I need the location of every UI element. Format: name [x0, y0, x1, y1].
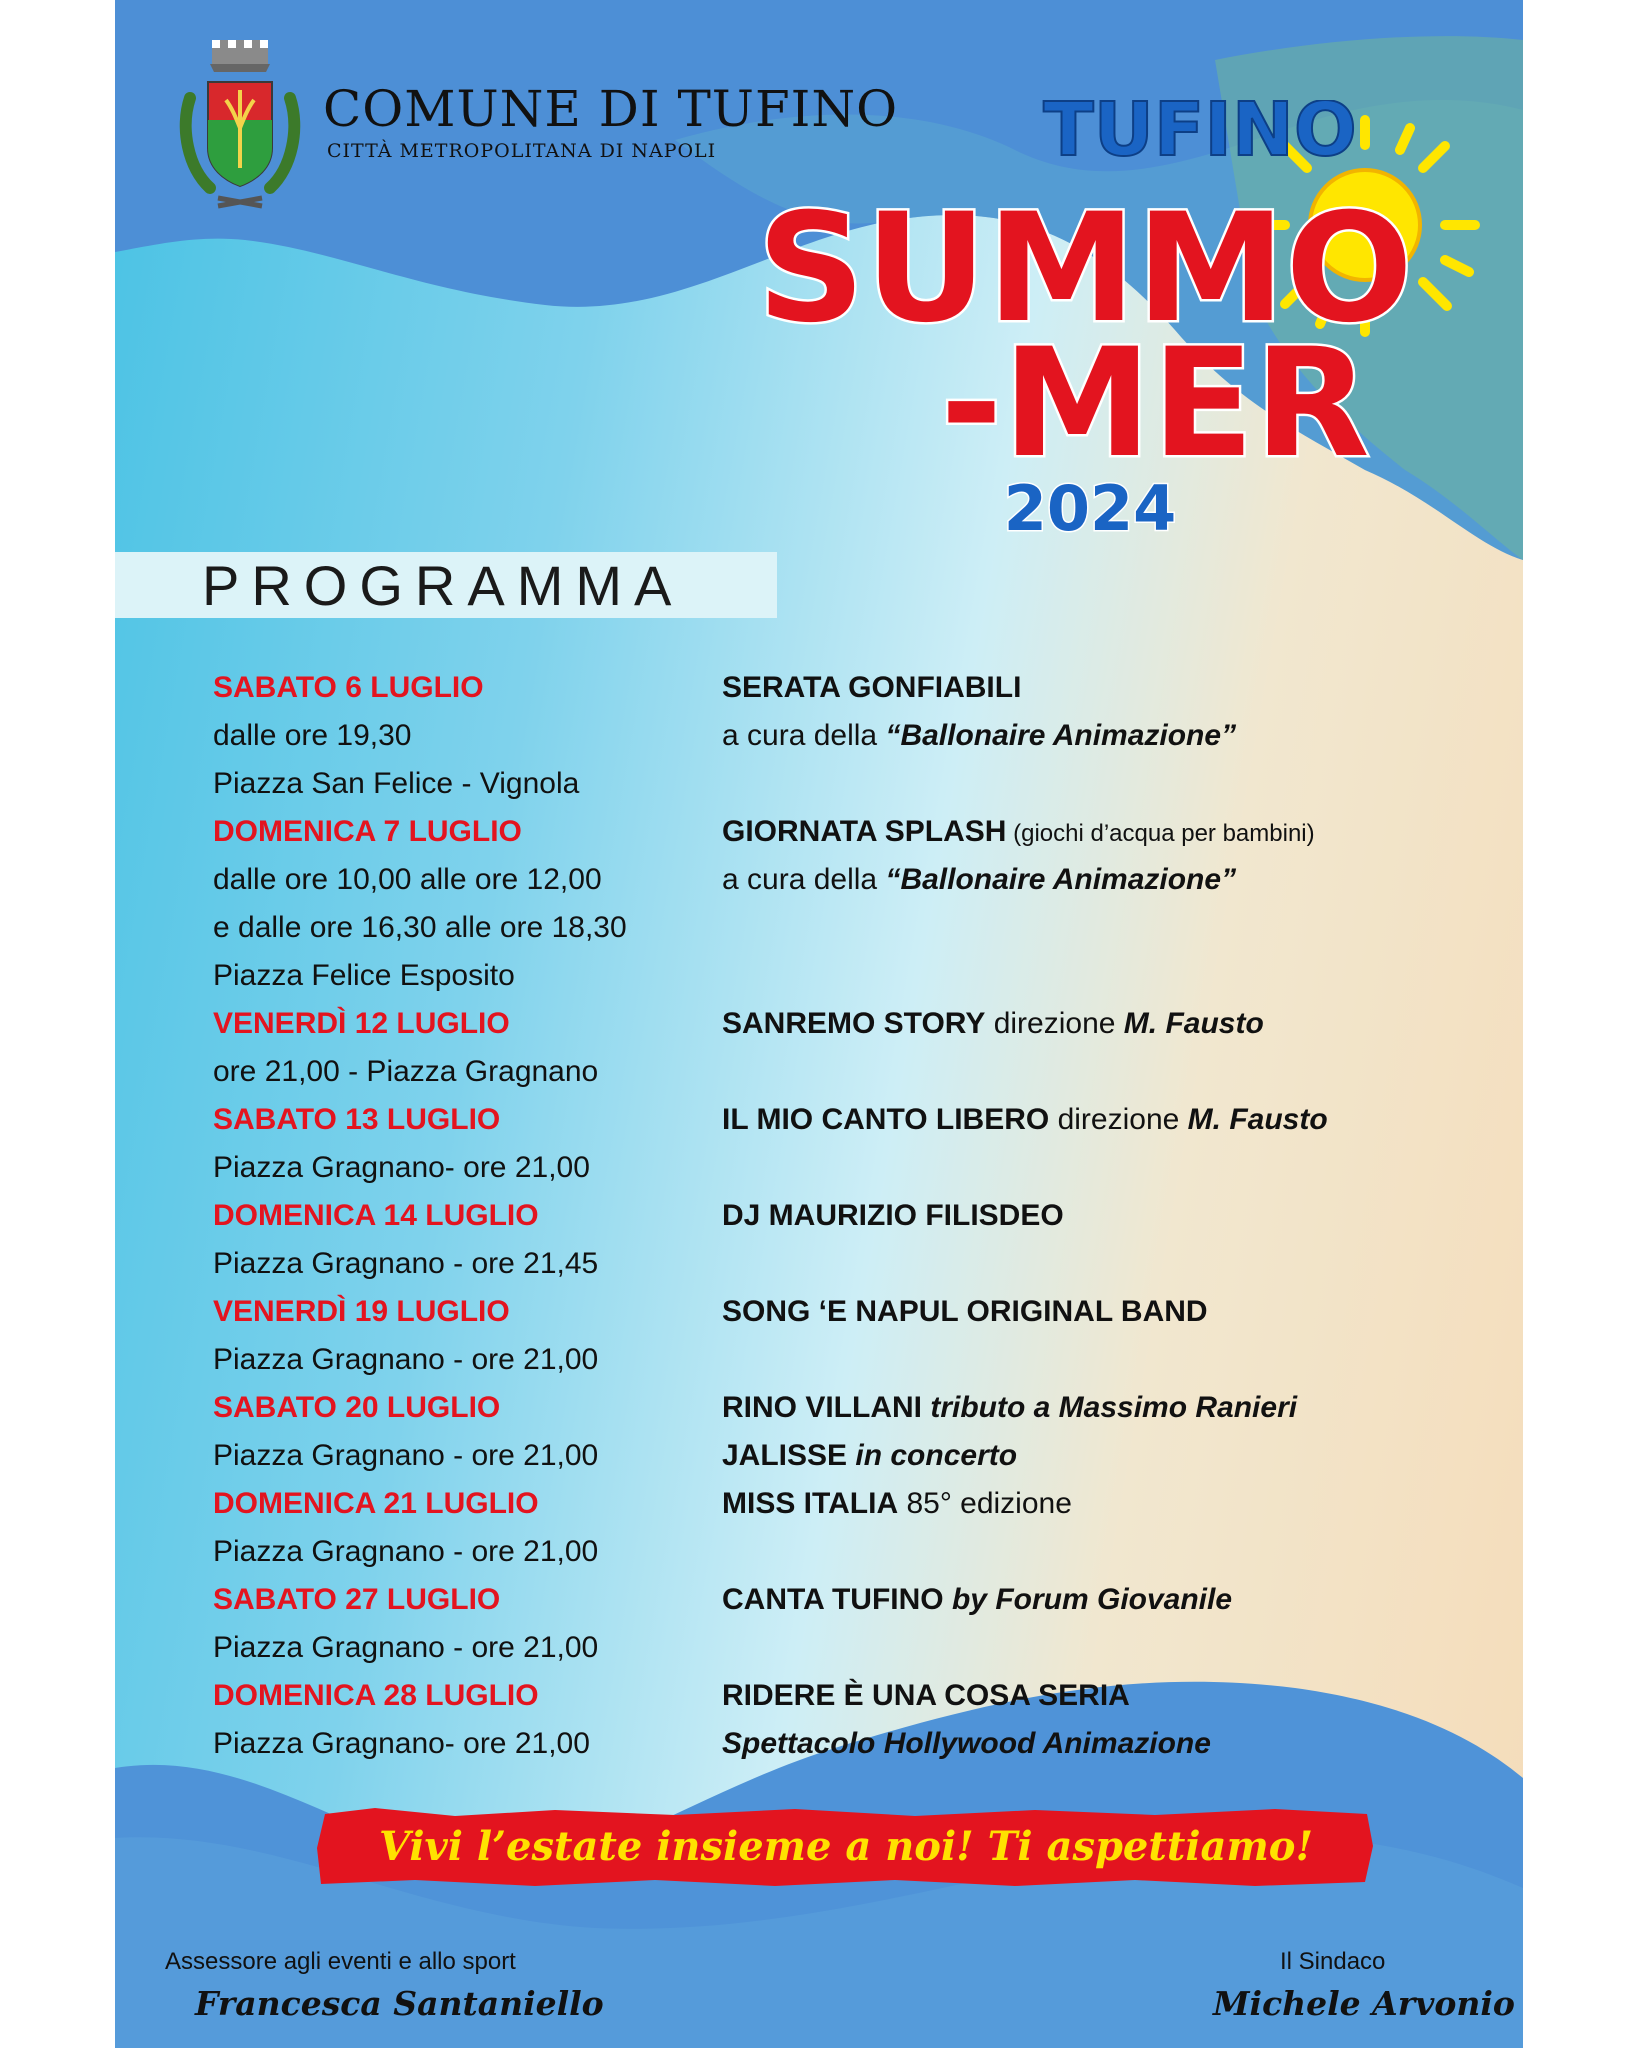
event-description-line: [722, 808, 1513, 856]
event-text: (giochi d’acqua per bambini): [1006, 820, 1315, 847]
event-time-place: Piazza Gragnano- ore 21,00: [213, 1727, 590, 1760]
event-description-line: [722, 1432, 1513, 1480]
logo-tufino: TUFINO: [1043, 100, 1357, 173]
event-text: CANTA TUFINO: [722, 1583, 944, 1616]
event-text: MISS ITALIA: [722, 1487, 899, 1520]
event-when: [213, 1480, 722, 1576]
event-text: in concerto: [847, 1439, 1018, 1472]
slogan-text: Vivi l’estate insieme a noi! Ti aspettiamo!: [378, 1823, 1314, 1870]
event-time-place: Piazza Gragnano - ore 21,45: [213, 1247, 599, 1280]
event-when: [213, 664, 722, 808]
event-when: [213, 1096, 722, 1192]
event-time-place: ore 21,00 - Piazza Gragnano: [213, 1055, 599, 1088]
municipal-crest-icon: [170, 38, 310, 218]
event-text: by Forum Giovanile: [943, 1583, 1233, 1616]
event-description-line: [722, 1576, 1513, 1624]
event-text: direzione: [1049, 1103, 1188, 1136]
logo-year: 2024: [1003, 472, 1177, 545]
event-row: [213, 1672, 1513, 1768]
event-row: [213, 1480, 1513, 1576]
event-when: [213, 1384, 722, 1480]
event-text: SERATA GONFIABILI: [722, 671, 1022, 704]
event-row: [213, 1192, 1513, 1288]
event-date: SABATO 20 LUGLIO: [213, 1391, 501, 1424]
event-date: VENERDÌ 19 LUGLIO: [213, 1295, 510, 1328]
event-row: [213, 1288, 1513, 1384]
sindaco-name: Michele Arvonio: [1213, 1984, 1515, 2023]
event-text: JALISSE: [722, 1439, 848, 1472]
event-text: SANREMO STORY: [722, 1007, 986, 1040]
event-text: IL MIO CANTO LIBERO: [722, 1103, 1050, 1136]
event-row: [213, 1576, 1513, 1672]
event-description-line: [722, 1384, 1513, 1432]
event-row: [213, 1384, 1513, 1480]
event-description-line: [722, 856, 1513, 904]
poster: [115, 0, 1523, 2048]
event-date: DOMENICA 14 LUGLIO: [213, 1199, 539, 1232]
event-what: [722, 1000, 1513, 1096]
event-text: a cura della: [722, 719, 886, 752]
assessore-name: Francesca Santaniello: [195, 1984, 604, 2023]
event-what: [722, 1480, 1513, 1576]
event-row: [213, 664, 1513, 808]
event-time-place: Piazza Gragnano - ore 21,00: [213, 1343, 599, 1376]
event-what: [722, 1672, 1513, 1768]
event-what: [722, 808, 1513, 1000]
event-date: DOMENICA 21 LUGLIO: [213, 1487, 539, 1520]
event-time-place: Piazza San Felice - Vignola: [213, 767, 580, 800]
event-row: [213, 1096, 1513, 1192]
event-text: M. Fausto: [1187, 1103, 1328, 1136]
event-time-place: Piazza Gragnano- ore 21,00: [213, 1151, 590, 1184]
event-date: DOMENICA 7 LUGLIO: [213, 815, 522, 848]
event-when: [213, 1288, 722, 1384]
event-time-place: Piazza Gragnano - ore 21,00: [213, 1631, 599, 1664]
event-what: [722, 1288, 1513, 1384]
event-text: SONG ‘E NAPUL ORIGINAL BAND: [722, 1295, 1208, 1328]
assessore-role: Assessore agli eventi e allo sport: [165, 1948, 516, 1975]
event-time-place: Piazza Gragnano - ore 21,00: [213, 1439, 599, 1472]
event-when: [213, 808, 722, 1000]
event-text: RINO VILLANI: [722, 1391, 922, 1424]
event-text: “Ballonaire Animazione”: [885, 863, 1237, 896]
event-text: DJ MAURIZIO FILISDEO: [722, 1199, 1064, 1232]
event-what: [722, 1384, 1513, 1480]
event-when: [213, 1000, 722, 1096]
programma-title: PROGRAMMA: [202, 554, 684, 617]
event-date: SABATO 27 LUGLIO: [213, 1583, 501, 1616]
comune-title: COMUNE DI TUFINO: [323, 80, 899, 138]
event-list: [213, 664, 1513, 1768]
event-what: [722, 664, 1513, 808]
event-text: “Ballonaire Animazione”: [885, 719, 1237, 752]
event-when: [213, 1192, 722, 1288]
event-row: [213, 808, 1513, 1000]
event-description-line: [722, 712, 1513, 760]
event-what: [722, 1096, 1513, 1192]
event-when: [213, 1576, 722, 1672]
event-text: Spettacolo Hollywood Animazione: [722, 1727, 1211, 1760]
event-description-line: [722, 1720, 1513, 1768]
event-text: direzione: [985, 1007, 1124, 1040]
event-description-line: [722, 664, 1513, 712]
event-text: M. Fausto: [1123, 1007, 1264, 1040]
event-date: SABATO 6 LUGLIO: [213, 671, 484, 704]
event-text: GIORNATA SPLASH: [722, 815, 1007, 848]
event-text: 85° edizione: [898, 1487, 1072, 1520]
event-what: [722, 1192, 1513, 1288]
event-time-place: Piazza Gragnano - ore 21,00: [213, 1535, 599, 1568]
event-description-line: [722, 1480, 1513, 1528]
event-date: VENERDÌ 12 LUGLIO: [213, 1007, 510, 1040]
event-time-place: dalle ore 10,00 alle ore 12,00: [213, 863, 602, 896]
logo-summo: SUMMO: [757, 182, 1413, 356]
event-description-line: [722, 1672, 1513, 1720]
event-date: SABATO 13 LUGLIO: [213, 1103, 501, 1136]
sindaco-role: Il Sindaco: [1280, 1948, 1386, 1975]
event-description-line: [722, 1288, 1513, 1336]
event-row: [213, 1000, 1513, 1096]
event-date: DOMENICA 28 LUGLIO: [213, 1679, 539, 1712]
event-text: a cura della: [722, 863, 886, 896]
event-description-line: [722, 1000, 1513, 1048]
event-description-line: [722, 1192, 1513, 1240]
event-time-place: Piazza Felice Esposito: [213, 959, 515, 992]
event-description-line: [722, 1096, 1513, 1144]
event-when: [213, 1672, 722, 1768]
logo-mer: -MER: [940, 317, 1370, 491]
tufino-summer-logo: [755, 100, 1515, 550]
event-text: RIDERE È UNA COSA SERIA: [722, 1679, 1130, 1712]
comune-subtitle: CITTÀ METROPOLITANA DI NAPOLI: [327, 140, 717, 162]
event-what: [722, 1576, 1513, 1672]
event-time-place: dalle ore 19,30: [213, 719, 412, 752]
event-time-place: e dalle ore 16,30 alle ore 18,30: [213, 911, 627, 944]
event-text: tributo a Massimo Ranieri: [922, 1391, 1298, 1424]
